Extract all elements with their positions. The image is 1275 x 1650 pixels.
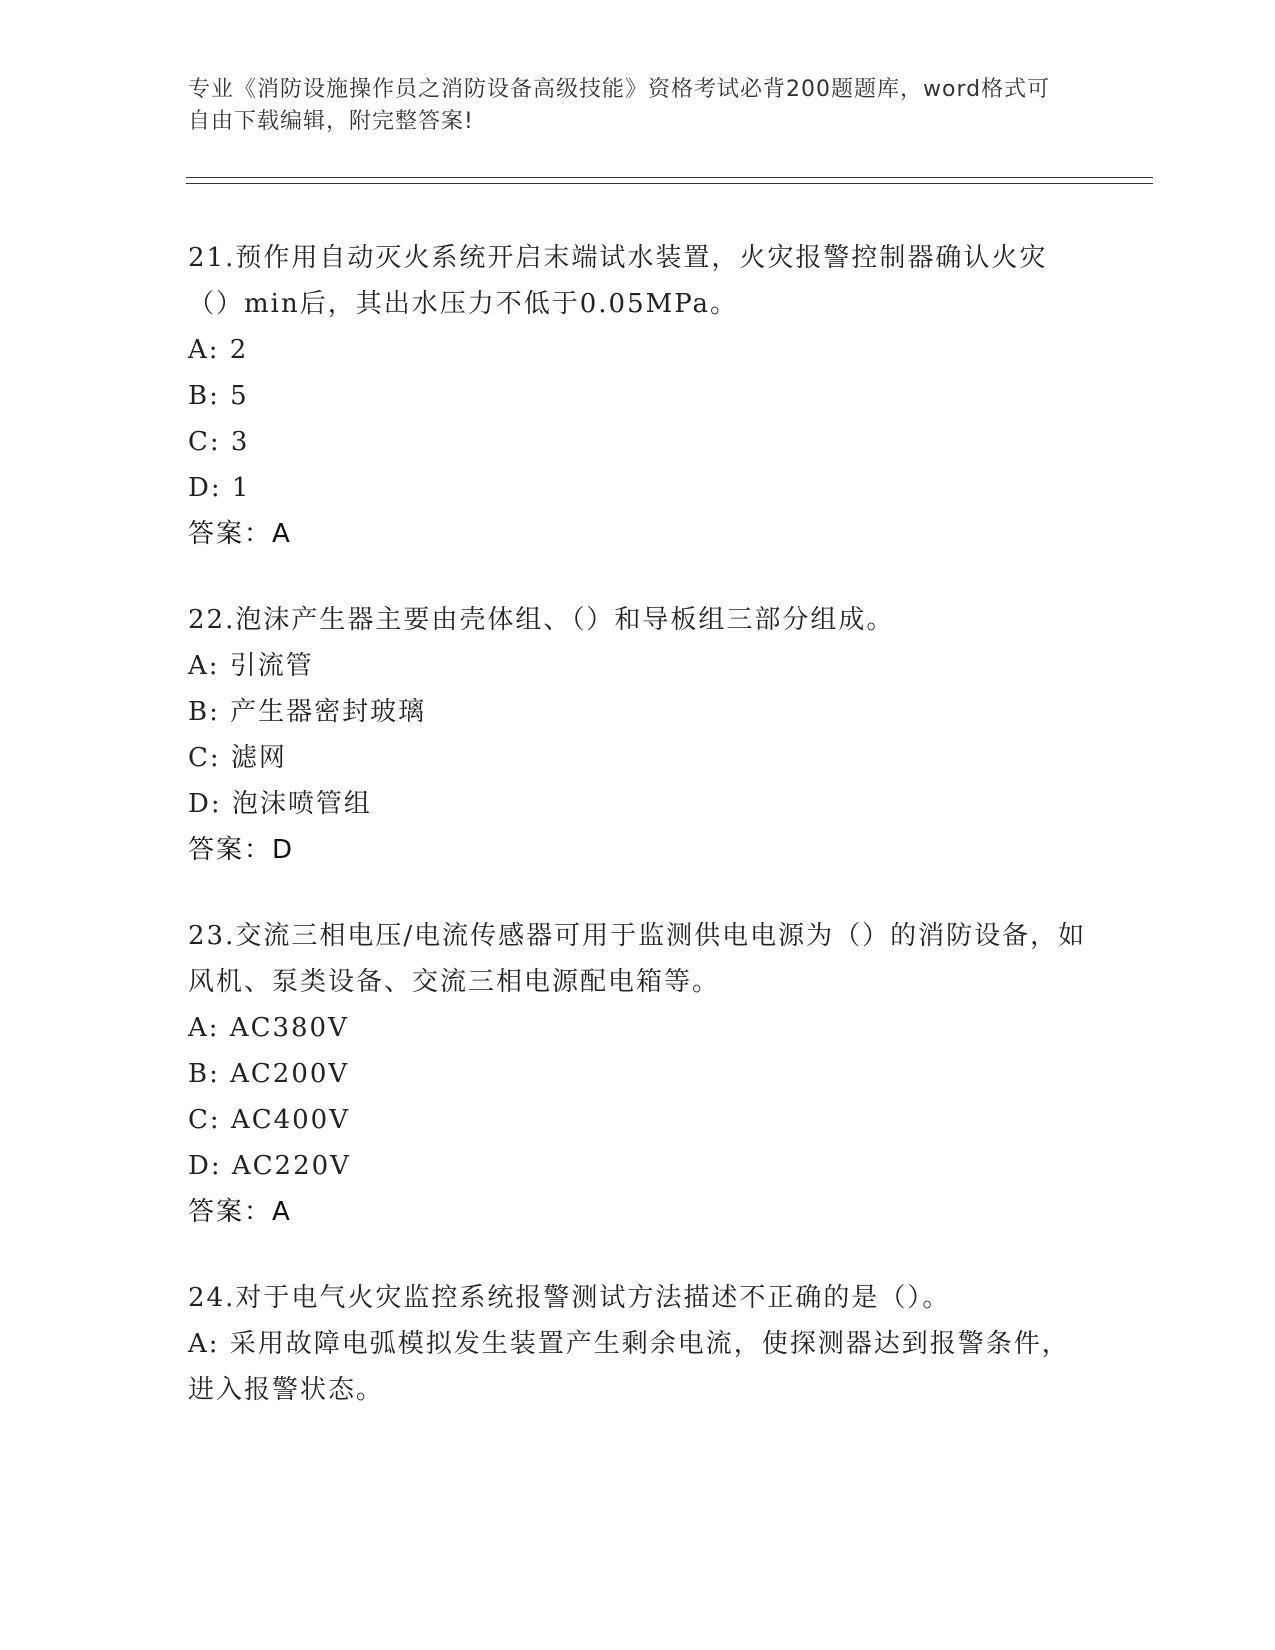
option-c: C: 3 xyxy=(188,427,250,457)
question-text: 24.对于电气火灾监控系统报警测试方法描述不正确的是（）。 xyxy=(188,1283,951,1313)
option-a: A: 采用故障电弧模拟发生装置产生剩余电流，使探测器达到报警条件，进入报警状态。 xyxy=(188,1329,1070,1405)
document-header: 专业《消防设施操作员之消防设备高级技能》资格考试必背200题题库，word格式可自由下载编辑，附完整答案! xyxy=(188,77,1051,134)
option-d: D: 泡沫喷管组 xyxy=(188,789,372,819)
answer: 答案：A xyxy=(188,1197,292,1227)
option-b: B: 5 xyxy=(188,381,249,411)
option-d: D: 1 xyxy=(188,473,251,503)
option-d: D: AC220V xyxy=(188,1151,351,1181)
answer: 答案：A xyxy=(188,519,292,549)
header-divider-top xyxy=(186,177,1153,178)
question-list xyxy=(188,235,1088,1453)
option-c: C: AC400V xyxy=(188,1105,350,1135)
header-divider-bottom xyxy=(186,183,1153,184)
option-c: C: 滤网 xyxy=(188,743,287,773)
option-a: A: AC380V xyxy=(188,1013,349,1043)
question-22 xyxy=(188,597,1088,873)
answer: 答案：D xyxy=(188,835,295,865)
option-a: A: 2 xyxy=(188,335,249,365)
option-b: B: 产生器密封玻璃 xyxy=(188,697,427,727)
question-text: 22.泡沫产生器主要由壳体组、（）和导板组三部分组成。 xyxy=(188,605,895,635)
option-b: B: AC200V xyxy=(188,1059,350,1089)
question-24 xyxy=(188,1275,1088,1413)
question-23 xyxy=(188,913,1088,1235)
question-21 xyxy=(188,235,1088,557)
question-text: 23.交流三相电压/电流传感器可用于监测供电电源为（）的消防设备，如风机、泵类设备、交流三相电源配电箱等。 xyxy=(188,921,1087,997)
option-a: A: 引流管 xyxy=(188,651,314,681)
question-text: 21.预作用自动灭火系统开启末端试水装置，火灾报警控制器确认火灾（）min后，其出水压力不低于0.05MPa。 xyxy=(188,243,1048,319)
